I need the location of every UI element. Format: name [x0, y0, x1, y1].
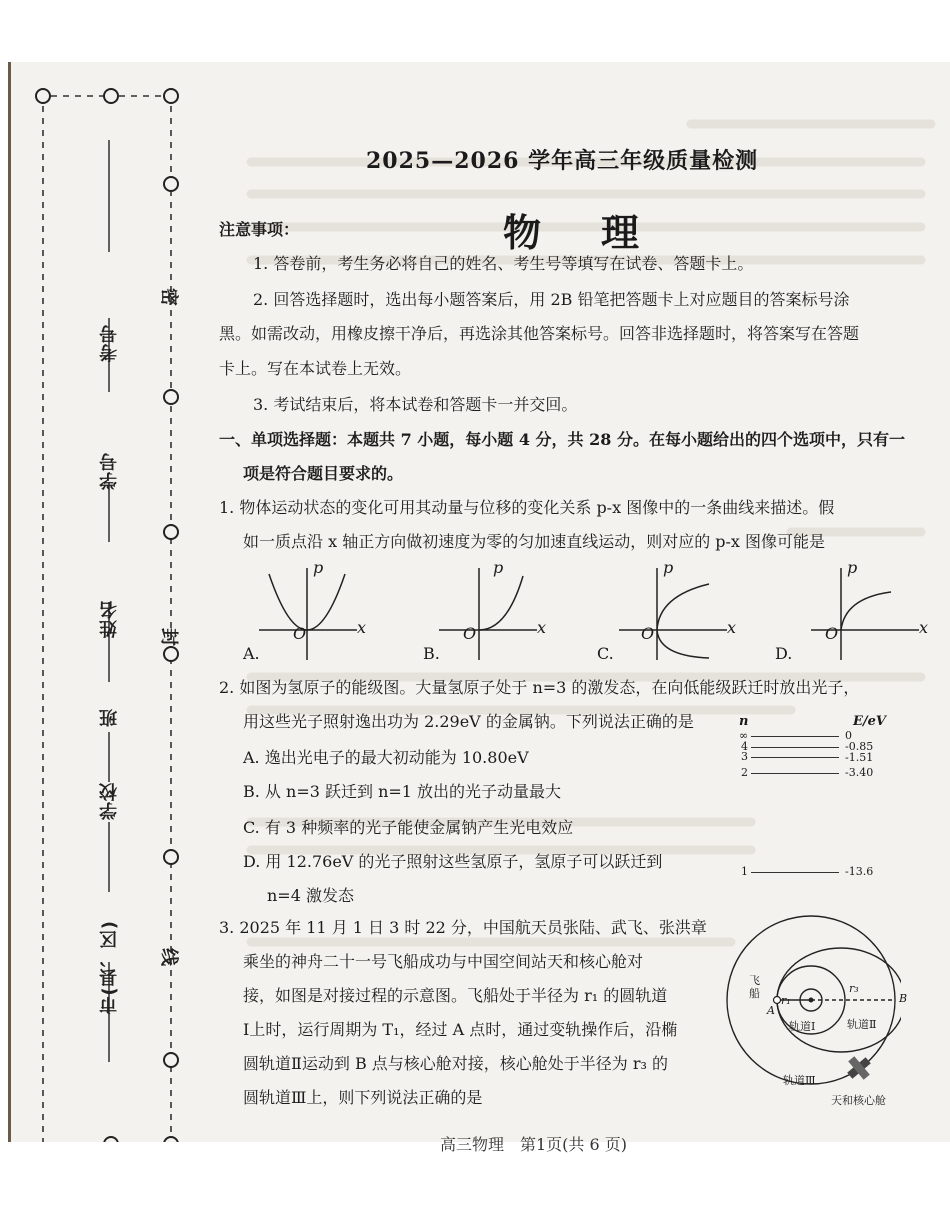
- orbit-2-label: 轨道Ⅱ: [847, 1018, 877, 1031]
- origin-label: O: [825, 624, 839, 643]
- axis-p-label: p: [313, 558, 324, 577]
- point-a-label: A: [767, 1004, 775, 1017]
- r3-label: r₃: [849, 982, 859, 995]
- level-line: [751, 773, 839, 774]
- q1-stem-cont: 如一质点沿 x 轴正方向做初速度为零的匀加速直线运动，则对应的 p-x 图像可能是: [243, 532, 826, 551]
- q3-stem-cont: 圆轨道Ⅲ上，则下列说法正确的是: [243, 1088, 483, 1107]
- field-name: 姓名: [99, 600, 120, 638]
- q2-stem-cont: 用这些光子照射逸出功为 2.29eV 的金属钠。下列说法正确的是: [243, 712, 694, 731]
- field-exam-number: 考号: [99, 324, 120, 362]
- q2-option-a: A. 逸出光电子的最大初动能为 10.80eV: [243, 748, 529, 767]
- orbit-3-label: 轨道Ⅲ: [783, 1074, 816, 1087]
- level-n: ∞: [739, 729, 749, 742]
- axis-x-label: x: [919, 618, 929, 637]
- q2-option-d: D. 用 12.76eV 的光子照射这些氢原子，氢原子可以跃迁到: [243, 852, 663, 871]
- axis-p-label: p: [847, 558, 858, 577]
- origin-label: O: [463, 624, 477, 643]
- seal-mark-3: 线: [158, 948, 179, 966]
- exam-paper: [8, 62, 950, 1142]
- q1-graph-c: [609, 562, 739, 662]
- level-n: 1: [741, 865, 748, 878]
- core-module-label: 天和核心舱: [831, 1094, 886, 1107]
- q1-option-b: B.: [423, 644, 440, 663]
- axis-x-label: x: [537, 618, 547, 637]
- axis-p-label: p: [493, 558, 504, 577]
- exam-title: 2025—2026 学年高三年级质量检测: [366, 148, 759, 174]
- point-b-label: B: [899, 992, 908, 1005]
- level-e: -1.51: [845, 751, 874, 764]
- axis-x-label: x: [357, 618, 367, 637]
- seal-mark-2: 封: [158, 628, 179, 646]
- field-class: 班: [99, 708, 120, 727]
- level-n: 4: [741, 740, 748, 753]
- r1-label: r₁: [781, 994, 791, 1007]
- q3-stem-cont: Ⅰ上时，运行周期为 T₁，经过 A 点时，通过变轨操作后，沿椭: [243, 1020, 678, 1039]
- level-n: 2: [741, 766, 748, 779]
- level-e: -3.40: [845, 766, 874, 779]
- ship-dot: [774, 997, 781, 1004]
- section-heading-cont: 项是符合题目要求的。: [243, 464, 404, 483]
- page-footer: 高三物理 第1页(共 6 页): [440, 1135, 628, 1154]
- axis-p-label: p: [663, 558, 674, 577]
- axis-x-label: x: [727, 618, 737, 637]
- notice-item: 1. 答卷前，考生务必将自己的姓名、考生号等填写在试卷、答题卡上。: [253, 254, 754, 273]
- level-line: [751, 757, 839, 758]
- section-heading: 一、单项选择题：本题共 7 小题，每小题 4 分，共 28 分。在每小题给出的四个选项中，只有一: [219, 430, 905, 449]
- field-school: 学校: [99, 782, 120, 820]
- q3-stem-cont: 圆轨道Ⅱ运动到 B 点与核心舱对接，核心舱处于半径为 r₃ 的: [243, 1054, 669, 1073]
- field-student-number: 学号: [99, 452, 120, 490]
- level-e: 0: [845, 729, 852, 742]
- level-e: -0.85: [845, 740, 874, 753]
- q3-stem: 3. 2025 年 11 月 1 日 3 时 22 分，中国航天员张陆、武飞、张洪章: [219, 918, 707, 937]
- seal-mark-1: 密: [158, 288, 179, 306]
- level-e: -13.6: [845, 865, 874, 878]
- level-line: [751, 736, 839, 737]
- n-axis-label: n: [739, 714, 749, 729]
- q1-option-d: D.: [775, 644, 793, 663]
- level-line: [751, 747, 839, 748]
- notice-title: 注意事项：: [219, 220, 300, 239]
- subject-title: 物理: [503, 210, 700, 255]
- e-axis-label: E/eV: [853, 714, 887, 729]
- q2-option-c: C. 有 3 种频率的光子能使金属钠产生光电效应: [243, 818, 574, 837]
- q2-option-b: B. 从 n=3 跃迁到 n=1 放出的光子动量最大: [243, 782, 562, 801]
- field-city: 市(县、区): [99, 920, 120, 1015]
- q1-option-c: C.: [597, 644, 614, 663]
- q2-stem: 2. 如图为氢原子的能级图。大量氢原子处于 n=3 的激发态，在向低能级跃迁时放出光子，: [219, 678, 860, 697]
- notice-item: 卡上。写在本试卷上无效。: [219, 359, 412, 378]
- q1-option-a: A.: [243, 644, 260, 663]
- origin-label: O: [293, 624, 307, 643]
- q2-option-d-cont: n=4 激发态: [267, 886, 354, 905]
- notice-item: 2. 回答选择题时，选出每小题答案后，用 2B 铅笔把答题卡上对应题目的答案标号涂: [253, 290, 850, 309]
- ship-label: 飞船: [749, 974, 760, 1000]
- orbit-1-label: 轨道Ⅰ: [789, 1020, 816, 1033]
- level-line: [751, 872, 839, 873]
- orbit-diagram: [721, 908, 901, 1098]
- q3-stem-cont: 接，如图是对接过程的示意图。飞船处于半径为 r₁ 的圆轨道: [243, 986, 668, 1005]
- core-module-icon: [842, 1051, 876, 1085]
- notice-item: 黑。如需改动，用橡皮擦干净后，再选涂其他答案标号。回答非选择题时，将答案写在答题: [219, 324, 860, 343]
- level-n: 3: [741, 750, 748, 763]
- notice-item: 3. 考试结束后，将本试卷和答题卡一并交回。: [253, 395, 578, 414]
- q3-stem-cont: 乘坐的神舟二十一号飞船成功与中国空间站天和核心舱对: [243, 952, 644, 971]
- q1-stem: 1. 物体运动状态的变化可用其动量与位移的变化关系 p-x 图像中的一条曲线来描述。假: [219, 498, 835, 517]
- q1-graph-d: [801, 562, 931, 662]
- origin-label: O: [641, 624, 655, 643]
